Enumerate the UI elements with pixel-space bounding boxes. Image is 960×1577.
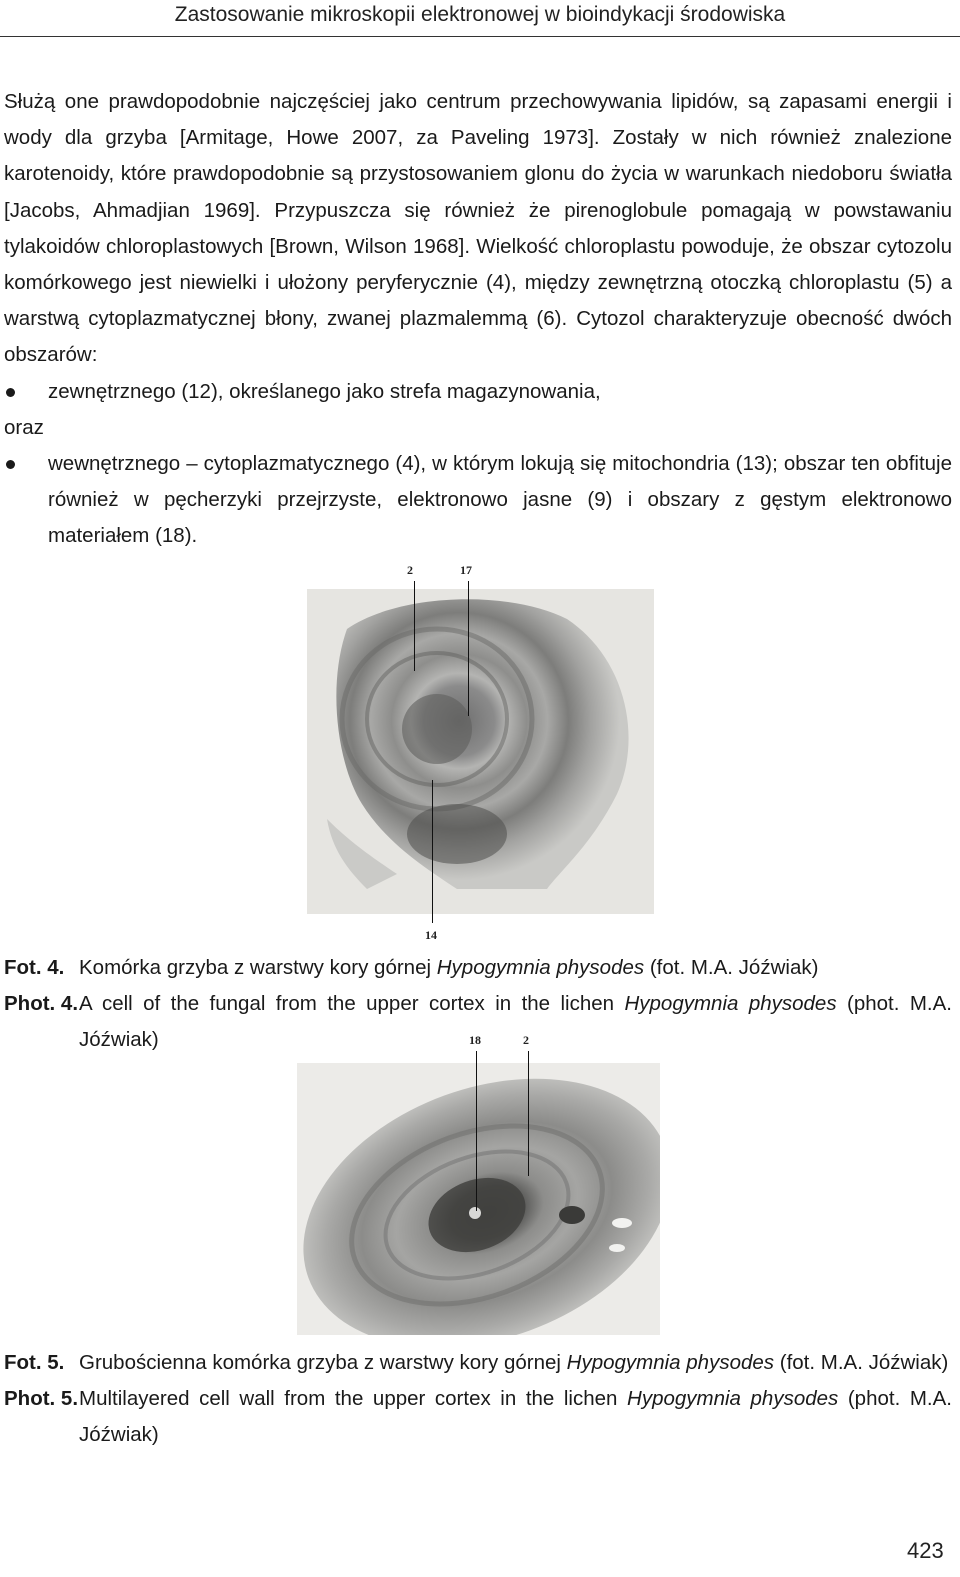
fig4-tag-en: Phot. 4. (4, 992, 79, 1016)
bullet-item-2 (4, 446, 952, 555)
fig4-label-17: 17 (460, 563, 472, 577)
fig5-caption-en-text: Multilayered cell wall from the upper cortex in the lichen (79, 1387, 628, 1411)
bullet-text-1: zewnętrznego (12), określanego jako strefa magazynowania, (48, 379, 601, 403)
fig5-credit-en: (phot. M.A. Jóźwiak) (79, 1387, 952, 1447)
body-text (4, 84, 952, 555)
page-number: 423 (907, 1538, 944, 1563)
running-title: Zastosowanie mikroskopii elektronowej w bioindykacji środowiska (174, 3, 786, 26)
fig5-caption-pl-text: Grubościenna komórka grzyba z warstwy kory górnej (79, 1351, 567, 1374)
fig4-caption-pl-text: Komórka grzyba z warstwy kory górnej (79, 956, 437, 979)
fig5-label-2: 2 (523, 1033, 529, 1047)
fig5-label-18: 18 (469, 1033, 481, 1047)
header-rule (0, 36, 960, 37)
fig4-credit-en: (phot. M.A. Jóźwiak) (79, 992, 952, 1052)
fig4-species-pl: Hypogymnia physodes (436, 956, 645, 979)
fig4-credit-pl: (fot. M.A. Jóźwiak) (644, 956, 819, 979)
bullet-dot-icon (6, 460, 15, 469)
fig4-leader-17 (468, 581, 469, 716)
fig5-caption-pl (4, 1345, 952, 1381)
fig4-tag-pl: Fot. 4. (4, 956, 65, 979)
fig4-caption-pl (4, 950, 952, 986)
figure-5-caption (4, 1345, 952, 1454)
fig5-species-en: Hypogymnia physodes (627, 1387, 839, 1411)
cell-wall-image (297, 1063, 660, 1335)
fig4-leader-2 (414, 581, 415, 671)
fig5-leader-2 (528, 1051, 529, 1176)
fig5-caption-en (4, 1381, 952, 1453)
fig4-label-14: 14 (425, 928, 437, 942)
fig4-species-en: Hypogymnia physodes (624, 992, 837, 1016)
bullet-text-2: wewnętrznego – cytoplazmatycznego (4), w którym lokują się mitochondria (13); obszar ten obfituje również w pęcherzyki przejrzyste, elektronowo jasne (9) i obszary z gęstym elektronowo materiałem (18). (48, 452, 952, 548)
fig5-tag-en: Phot. 5. (4, 1387, 79, 1411)
fig5-tag-pl: Fot. 5. (4, 1351, 65, 1374)
running-header (0, 0, 960, 36)
figure-4-micrograph (307, 589, 654, 914)
bullet-dot-icon (6, 388, 15, 397)
bullet-item-1 (4, 374, 952, 410)
figure-5-micrograph (297, 1063, 660, 1335)
fig4-caption-en-text: A cell of the fungal from the upper cortex in the lichen (79, 992, 625, 1016)
fig5-leader-18 (476, 1051, 477, 1211)
body-paragraph: Służą one prawdopodobnie najczęściej jako centrum przechowywania lipidów, są zapasami energii i wody dla grzyba [Armitage, Howe 2007, za Paveling 1973]. Zostały w nich również znalezione karotenoidy, które prawdopodobnie są przystosowaniem glonu do życia w warunkach niedoboru światła [Jacobs, Ahmadjian 1969]. Przypuszcza się również że pirenoglobule pomagają w powstawaniu tylakoidów chloroplastowych [Brown, Wilson 1968]. Wielkość chloroplastu powoduje, że obszar cytozolu komórkowego jest niewielki i ułożony peryferycznie (4), między zewnętrzną otoczką chloroplastu (5) a warstwą cytoplazmatycznej błony, zwanej plazmalemmą (6). Cytozol charakteryzuje obecność dwóch obszarów: (4, 90, 952, 367)
fig4-leader-14 (432, 780, 433, 923)
fig4-label-2: 2 (407, 563, 413, 577)
connector-text: oraz (4, 415, 44, 439)
fungal-cell-image (307, 589, 654, 914)
fig5-species-pl: Hypogymnia physodes (566, 1351, 775, 1374)
fig5-credit-pl: (fot. M.A. Jóźwiak) (774, 1351, 949, 1374)
